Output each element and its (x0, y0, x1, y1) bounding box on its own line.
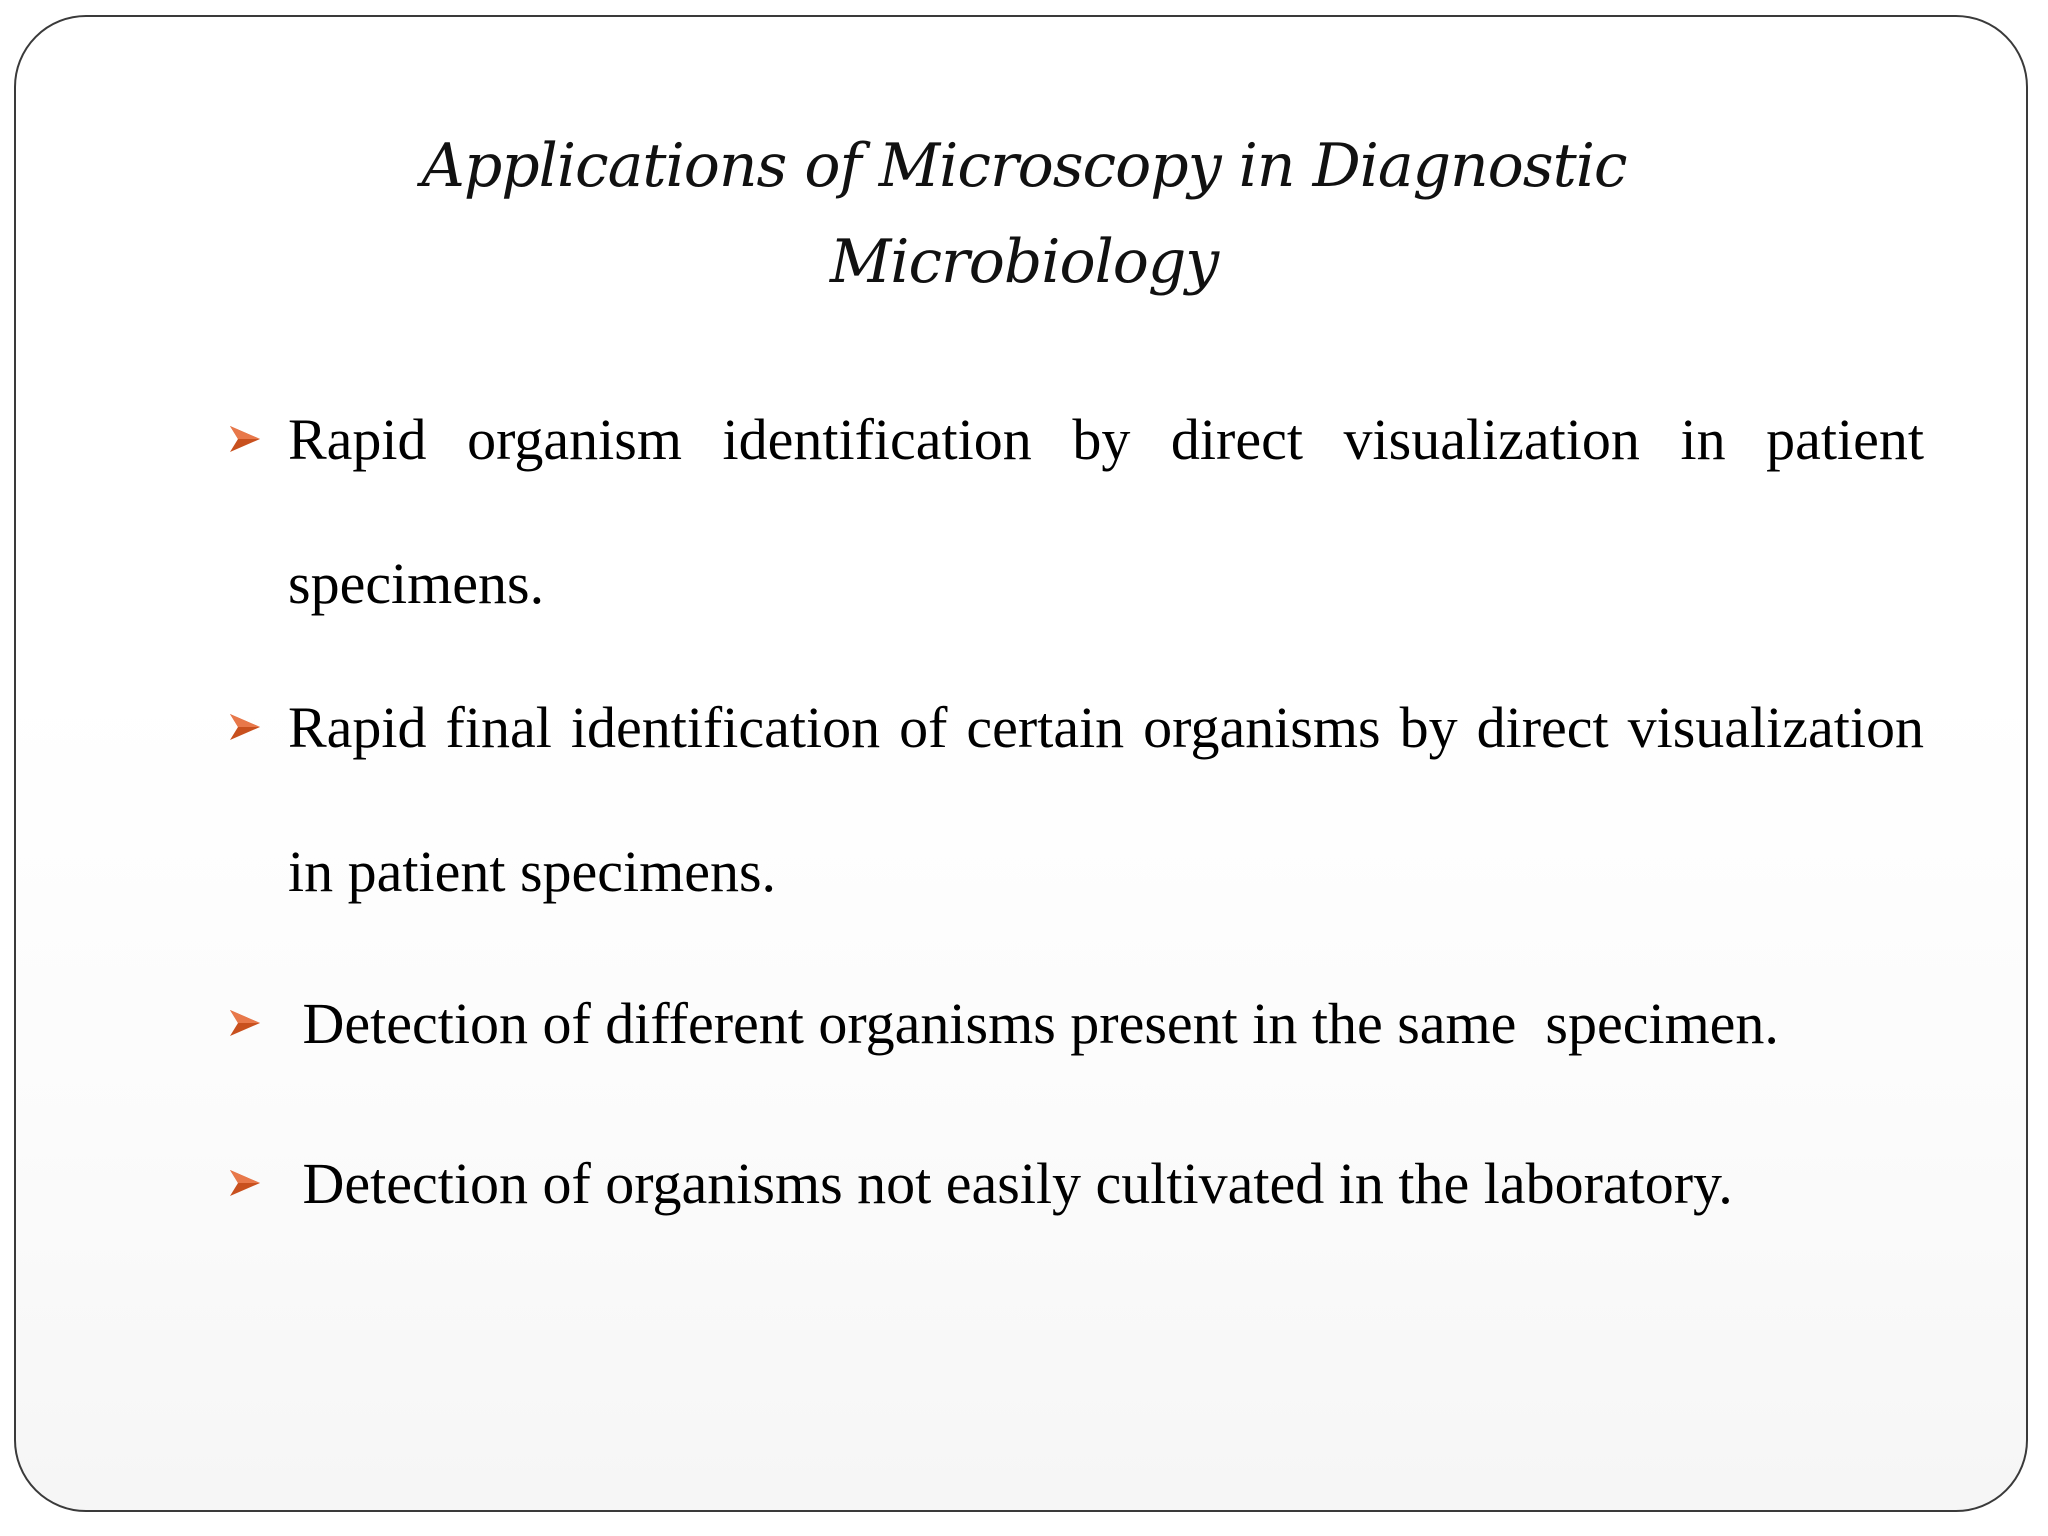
arrow-bullet-icon (228, 1008, 262, 1038)
title-line-2: Microbiology (829, 227, 1219, 297)
bullet-text: Detection of different organisms present in the same specimen. (288, 991, 1779, 1056)
bullet-item (228, 1104, 1924, 1264)
bullet-text: Rapid final identification of certain organisms by direct visualization in patient specimens. (288, 695, 1924, 904)
bullet-item (228, 944, 1924, 1104)
arrow-bullet-icon (228, 424, 262, 454)
bullet-item (228, 656, 1924, 944)
arrow-bullet-icon (228, 1168, 262, 1198)
bullet-text: Rapid organism identification by direct visualization in patient specimens. (288, 407, 1924, 616)
title-line-1: Applications of Microscopy in Diagnostic (421, 131, 1627, 201)
bullet-item (228, 368, 1924, 656)
slide-title (0, 118, 2048, 310)
bullet-text: Detection of organisms not easily cultivated in the laboratory. (288, 1151, 1733, 1216)
arrow-bullet-icon (228, 712, 262, 742)
bullet-list (228, 368, 1924, 1264)
